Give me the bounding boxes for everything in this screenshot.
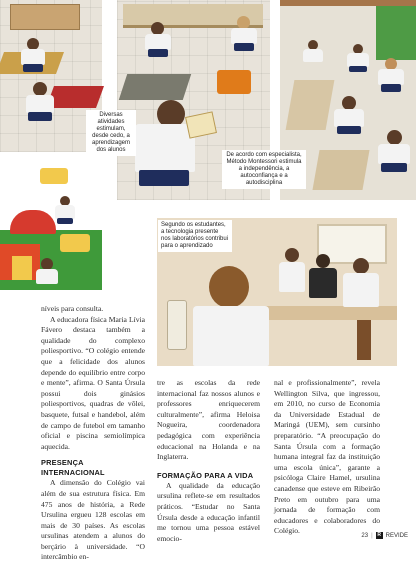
- grass-area: [376, 0, 416, 60]
- student-figure: [307, 254, 339, 314]
- child-figure: [302, 40, 324, 70]
- article-paragraph: A educadora física Maria Lívia Fávero destaca também a qualidade do complexo poliesportivo. “O colégio entende que a felicidade dos alunos depende do equilíbrio entre corpo e mente”, afirma. O Santa Úrsula possui dois ginásios poliesportivos, quadras de vôlei, basquete, futsal e handebol, além de campo de futebol em tamanho oficial e piscina semiolímpica aquecida.: [41, 314, 145, 451]
- section-heading: FORMAÇÃO PARA A VIDA: [157, 470, 254, 480]
- child-figure: [376, 130, 412, 178]
- play-slide: [10, 210, 56, 234]
- article-paragraph: A dimensão do Colégio vai além de sua estrutura física. Em 475 anos de história, a Rede Ursulina ergueu 128 escolas em mais de 30 países. As escolas ursulinas atendem a alunos do berçário à universidade. “O intercâmbio en-: [41, 478, 145, 562]
- child-figure: [346, 44, 370, 76]
- child-figure: [143, 22, 173, 62]
- brand-logo-icon: R: [377, 532, 381, 538]
- child-figure: [229, 16, 259, 56]
- brand-name: REVIDE: [385, 532, 408, 539]
- child-figure: [22, 82, 58, 126]
- child-figure: [34, 258, 60, 288]
- article-column-2: [157, 378, 260, 544]
- article-paragraph: A qualidade da educação ursulina reflete-se em resultados práticos. “Estudar no Santa Úrsula desde a educação infantil me tornou uma pessoa estável emocio-: [157, 480, 260, 543]
- play-block: [12, 256, 32, 280]
- student-figure: [341, 258, 381, 328]
- microscope: [167, 300, 187, 350]
- work-mat: [119, 74, 191, 100]
- classroom-shelf: [10, 4, 80, 30]
- child-figure: [376, 58, 406, 98]
- article-paragraph: tre as escolas da rede internacional faz nossos alunos e professores enriquecerem culturalmente”, afirma Heloisa Nogueira, coordenadora pedagógica com experiência educacional na Holanda e na Inglaterra.: [157, 378, 260, 462]
- footer-separator: |: [371, 532, 373, 539]
- article-paragraph: níveis para consulta.: [41, 304, 104, 313]
- child-figure: [18, 38, 48, 78]
- wooden-beam: [280, 0, 416, 6]
- article-column-3: [274, 378, 380, 537]
- article-column-1: [41, 304, 145, 563]
- student-figure: [277, 248, 307, 308]
- activity-board: [185, 111, 217, 138]
- photo-playground: [0, 160, 102, 290]
- wall-mural: [40, 168, 68, 184]
- child-figure: [131, 100, 197, 196]
- basket: [217, 70, 251, 94]
- article-paragraph: nal e profissionalmente”, revela Wellington Silva, que ingressou, em 2010, no curso de Economia da Universidade Estadual de Maringá (UEM), sem cursinho preparatório. “A preocupação do Santa Úrsula com a formação humana integral faz da instituição uma escola única”, garante a psicóloga Claire Hamel, ursulina canadense que esteve em Ribeirão Preto em outubro para uma jornada de formação com educadores e colaboradores do Colégio.: [274, 378, 380, 536]
- page-number: 23: [361, 532, 369, 539]
- caption-activities: Diversas atividades estimulam, desde cedo, a aprendizagem dos alunos: [86, 110, 136, 156]
- play-block: [60, 234, 90, 252]
- child-figure: [54, 196, 76, 228]
- student-microscope: [179, 266, 269, 366]
- caption-montessori: De acordo com especialista, Método Montessori estimula a independência, a autoconfiança e a autodisciplina: [222, 150, 306, 189]
- page-footer: [361, 532, 408, 539]
- table: [312, 150, 369, 190]
- caption-lab: Segundo os estudantes, a tecnologia presente nos laboratórios contribui para o aprendizado: [158, 220, 232, 252]
- child-figure: [332, 96, 366, 140]
- section-heading: PRESENÇA INTERNACIONAL: [41, 458, 105, 478]
- table: [286, 80, 335, 130]
